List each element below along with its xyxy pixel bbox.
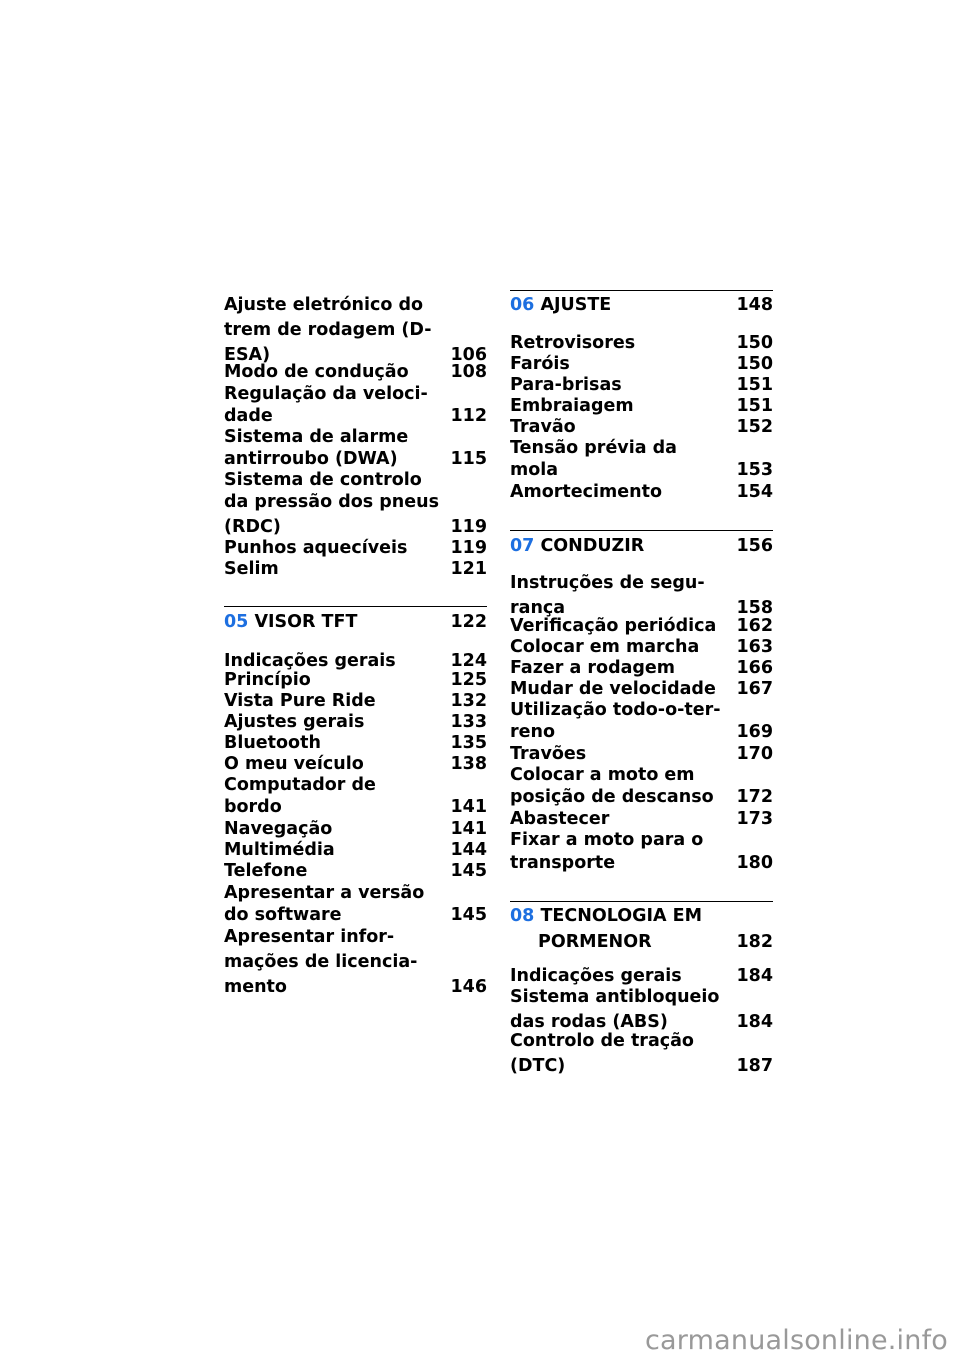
entry-page-number: 119	[450, 538, 487, 558]
toc-entry[interactable]	[510, 437, 773, 481]
toc-entry[interactable]	[510, 743, 773, 765]
entry-line: Retrovisores	[510, 333, 636, 353]
entry-page-number: 112	[450, 406, 487, 426]
entry-line: Regulação da veloci-	[224, 384, 428, 404]
toc-entry[interactable]	[224, 669, 487, 691]
section-number: 08	[510, 906, 541, 926]
toc-entry[interactable]	[224, 711, 487, 733]
entry-line: rança	[510, 598, 566, 618]
entry-line: transporte	[510, 853, 616, 873]
entry-line: Utilização todo-o-ter-	[510, 700, 721, 720]
toc-entry[interactable]	[510, 395, 773, 417]
entry-line: Abastecer	[510, 809, 610, 829]
entry-line: das rodas (ABS)	[510, 1012, 668, 1032]
entry-page-number: 133	[450, 712, 487, 732]
section-title-line-2: PORMENOR	[538, 932, 652, 952]
entry-page-number: 153	[736, 460, 773, 480]
entry-line: reno	[510, 722, 555, 742]
entry-line: Travão	[510, 417, 576, 437]
entry-page-number: 124	[450, 651, 487, 671]
entry-page-number: 170	[736, 744, 773, 764]
entry-page-number: 167	[736, 679, 773, 699]
entry-line: Colocar a moto em	[510, 765, 695, 785]
toc-entry[interactable]	[510, 416, 773, 438]
entry-line: Tensão prévia da	[510, 438, 677, 458]
entry-line: Modo de condução	[224, 362, 409, 382]
entry-line: Colocar em marcha	[510, 637, 700, 657]
entry-line: Bluetooth	[224, 733, 321, 753]
entry-page-number: 162	[736, 616, 773, 636]
entry-line: Indicações gerais	[510, 966, 682, 986]
entry-line: posição de descanso	[510, 787, 714, 807]
toc-entry[interactable]	[224, 558, 487, 580]
entry-line: Apresentar a versão	[224, 883, 425, 903]
toc-entry[interactable]	[224, 732, 487, 754]
toc-entry[interactable]	[224, 753, 487, 775]
entry-line: mações de licencia-	[224, 952, 418, 972]
toc-entry[interactable]	[224, 469, 487, 538]
entry-line: Multimédia	[224, 840, 335, 860]
entry-page-number: 150	[736, 333, 773, 353]
entry-line: Princípio	[224, 670, 311, 690]
section-title: CONDUZIR	[540, 536, 645, 556]
section-page-number: 156	[736, 536, 773, 556]
toc-entry[interactable]	[224, 294, 487, 366]
section-number: 05	[224, 612, 255, 632]
toc-entry[interactable]	[510, 572, 773, 619]
watermark-text: carmanualsonline.info	[645, 1325, 948, 1356]
entry-line: (DTC)	[510, 1056, 566, 1076]
section-heading-07[interactable]	[510, 535, 773, 557]
toc-entry[interactable]	[224, 426, 487, 470]
toc-entry[interactable]	[224, 774, 487, 818]
entry-line: da pressão dos pneus	[224, 492, 439, 512]
section-heading-08[interactable]	[510, 905, 773, 952]
entry-line: Para-brisas	[510, 375, 622, 395]
toc-entry[interactable]	[224, 537, 487, 559]
entry-page-number: 180	[736, 853, 773, 873]
entry-line: (RDC)	[224, 517, 281, 537]
entry-page-number: 151	[736, 375, 773, 395]
entry-line: Ajustes gerais	[224, 712, 365, 732]
entry-line: do software	[224, 905, 342, 925]
entry-line: bordo	[224, 797, 282, 817]
entry-line: mento	[224, 977, 287, 997]
entry-page-number: 145	[450, 905, 487, 925]
toc-entry[interactable]	[510, 481, 773, 503]
entry-page-number: 121	[450, 559, 487, 579]
entry-page-number: 144	[450, 840, 487, 860]
entry-line: Sistema antibloqueio	[510, 987, 720, 1007]
toc-entry[interactable]	[510, 374, 773, 396]
toc-entry[interactable]	[224, 926, 487, 998]
entry-line: dade	[224, 406, 273, 426]
section-title: VISOR TFT	[254, 612, 358, 632]
entry-line: Punhos aquecíveis	[224, 538, 408, 558]
toc-entry[interactable]	[224, 383, 487, 427]
entry-line: Verificação periódica	[510, 616, 717, 636]
entry-line: Faróis	[510, 354, 570, 374]
toc-entry[interactable]	[510, 764, 773, 808]
section-title: TECNOLOGIA EM	[540, 906, 702, 926]
entry-line: Embraiagem	[510, 396, 634, 416]
entry-page-number: 151	[736, 396, 773, 416]
section-page-number: 122	[450, 612, 487, 632]
entry-line: Selim	[224, 559, 279, 579]
entry-line: ESA)	[224, 345, 271, 365]
toc-entry[interactable]	[510, 965, 773, 987]
entry-line: Mudar de velocidade	[510, 679, 716, 699]
toc-entry[interactable]	[510, 636, 773, 658]
toc-entry[interactable]	[510, 699, 773, 743]
entry-page-number: 154	[736, 482, 773, 502]
toc-entry[interactable]	[510, 678, 773, 700]
entry-line: Fixar a moto para o	[510, 830, 704, 850]
entry-line: Travões	[510, 744, 587, 764]
entry-line: Sistema de controlo	[224, 470, 422, 490]
toc-entry[interactable]	[510, 808, 773, 830]
section-heading-06[interactable]	[510, 294, 773, 316]
entry-line: Sistema de alarme	[224, 427, 409, 447]
entry-line: Vista Pure Ride	[224, 691, 376, 711]
section-title: AJUSTE	[540, 295, 612, 315]
entry-page-number: 169	[736, 722, 773, 742]
entry-line: trem de rodagem (D-	[224, 320, 432, 340]
entry-page-number: 152	[736, 417, 773, 437]
entry-page-number: 150	[736, 354, 773, 374]
toc-entry[interactable]	[510, 657, 773, 679]
toc-entry[interactable]	[224, 818, 487, 840]
section-divider	[510, 901, 773, 902]
entry-line: Controlo de tração	[510, 1031, 694, 1051]
entry-page-number: 135	[450, 733, 487, 753]
section-divider	[224, 606, 487, 607]
section-number: 06	[510, 295, 541, 315]
entry-page-number: 141	[450, 797, 487, 817]
toc-entry[interactable]	[224, 690, 487, 712]
entry-line: O meu veículo	[224, 754, 364, 774]
toc-entry[interactable]	[224, 860, 487, 882]
entry-page-number: 115	[450, 449, 487, 469]
entry-page-number: 184	[736, 966, 773, 986]
toc-entry[interactable]	[510, 829, 773, 874]
section-divider	[510, 290, 773, 291]
entry-page-number: 173	[736, 809, 773, 829]
entry-page-number: 163	[736, 637, 773, 657]
section-heading-05[interactable]	[224, 611, 487, 633]
toc-entry[interactable]	[224, 361, 487, 383]
entry-line: Telefone	[224, 861, 308, 881]
entry-page-number: 132	[450, 691, 487, 711]
toc-entry[interactable]	[224, 882, 487, 926]
toc-entry[interactable]	[510, 332, 773, 354]
entry-line: Navegação	[224, 819, 333, 839]
entry-page-number: 108	[450, 362, 487, 382]
entry-page-number: 166	[736, 658, 773, 678]
entry-line: Computador de	[224, 775, 376, 795]
entry-page-number: 145	[450, 861, 487, 881]
entry-page-number: 184	[736, 1012, 773, 1032]
entry-page-number: 187	[736, 1056, 773, 1076]
section-page-number: 182	[736, 932, 773, 952]
entry-page-number: 141	[450, 819, 487, 839]
entry-page-number: 138	[450, 754, 487, 774]
toc-entry[interactable]	[510, 353, 773, 375]
entry-page-number: 172	[736, 787, 773, 807]
entry-line: Apresentar infor-	[224, 927, 395, 947]
entry-page-number: 119	[450, 517, 487, 537]
entry-page-number: 158	[736, 598, 773, 618]
section-number: 07	[510, 536, 541, 556]
entry-page-number: 146	[450, 977, 487, 997]
toc-entry[interactable]	[224, 839, 487, 861]
toc-entry[interactable]	[510, 1030, 773, 1077]
section-divider	[510, 530, 773, 531]
entry-line: antirroubo (DWA)	[224, 449, 398, 469]
entry-page-number: 106	[450, 345, 487, 365]
entry-line: Indicações gerais	[224, 651, 396, 671]
toc-entry[interactable]	[510, 615, 773, 637]
entry-line: mola	[510, 460, 559, 480]
section-page-number: 148	[736, 295, 773, 315]
toc-entry[interactable]	[510, 986, 773, 1033]
entry-line: Amortecimento	[510, 482, 662, 502]
entry-line: Ajuste eletrónico do	[224, 295, 423, 315]
entry-line: Fazer a rodagem	[510, 658, 676, 678]
entry-page-number: 125	[450, 670, 487, 690]
entry-line: Instruções de segu-	[510, 573, 705, 593]
